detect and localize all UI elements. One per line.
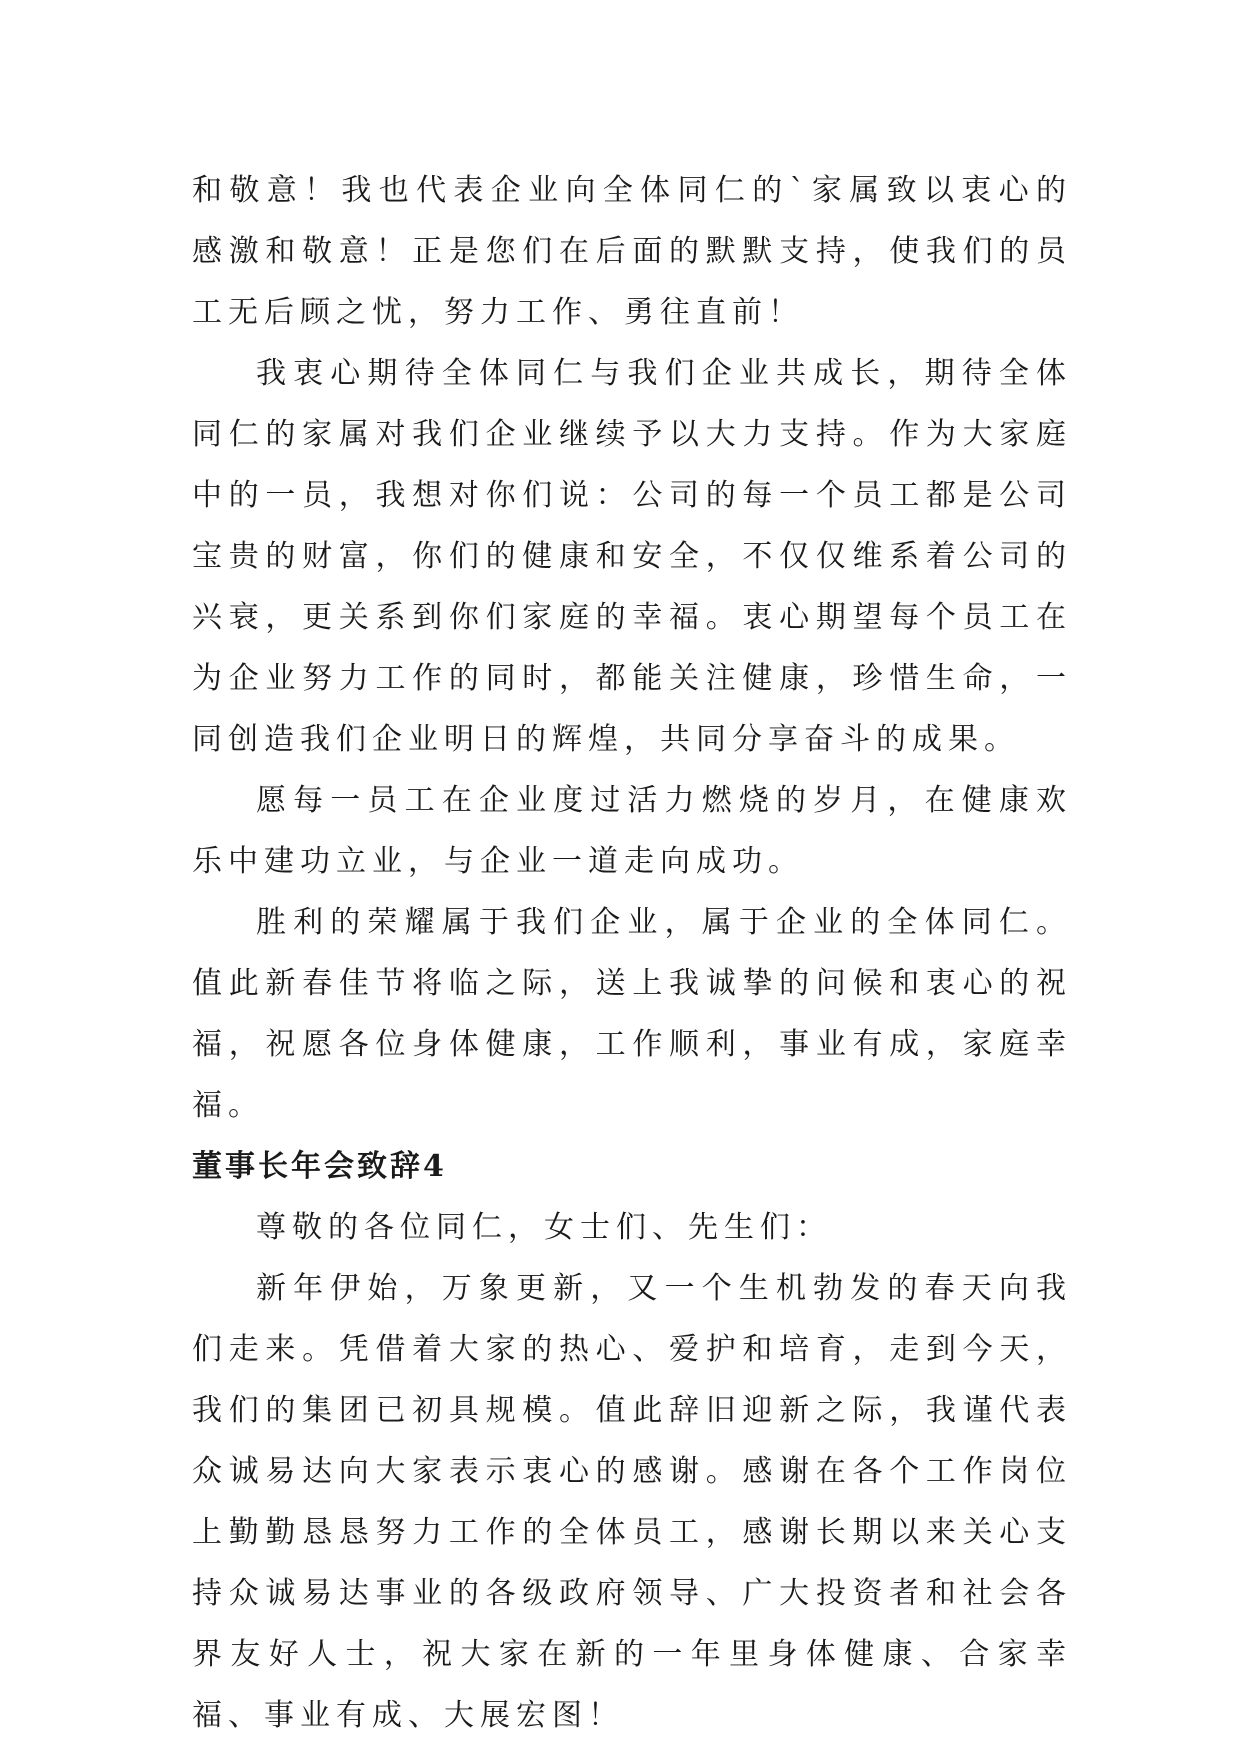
paragraph-6: 新年伊始，万象更新，又一个生机勃发的春天向我们走来。凭借着大家的热心、爱护和培育，走到今天，我们的集团已初具规模。值此辞旧迎新之际，我谨代表众诚易达向大家表示衷心的感谢。感谢在各个工作岗位上勤勤恳恳努力工作的全体员工，感谢长期以来关心支持众诚易达事业的各级政府领导、广大投资者和社会各界友好人士，祝大家在新的一年里身体健康、合家幸福、事业有成、大展宏图！	[192, 1271, 1072, 1733]
document-page	[192, 160, 1072, 1746]
paragraph-2: 我衷心期待全体同仁与我们企业共成长，期待全体同仁的家属对我们企业继续予以大力支持。作为大家庭中的一员，我想对你们说：公司的每一个员工都是公司宝贵的财富，你们的健康和安全，不仅仅维系着公司的兴衰，更关系到你们家庭的幸福。衷心期望每个员工在为企业努力工作的同时，都能关注健康，珍惜生命，一同创造我们企业明日的辉煌，共同分享奋斗的成果。	[192, 356, 1072, 757]
greeting-paragraph: 尊敬的各位同仁，女士们、先生们：	[256, 1210, 832, 1245]
section-title: 董事长年会致辞4	[192, 1149, 447, 1184]
paragraph-4: 胜利的荣耀属于我们企业，属于企业的全体同仁。值此新春佳节将临之际，送上我诚挚的问候和衷心的祝福，祝愿各位身体健康，工作顺利，事业有成，家庭幸福。	[192, 905, 1072, 1123]
paragraph-1: 和敬意！我也代表企业向全体同仁的`家属致以衷心的感激和敬意！正是您们在后面的默默支持，使我们的员工无后顾之忧，努力工作、勇往直前！	[192, 173, 1072, 330]
paragraph-3: 愿每一员工在企业度过活力燃烧的岁月，在健康欢乐中建功立业，与企业一道走向成功。	[192, 783, 1072, 879]
